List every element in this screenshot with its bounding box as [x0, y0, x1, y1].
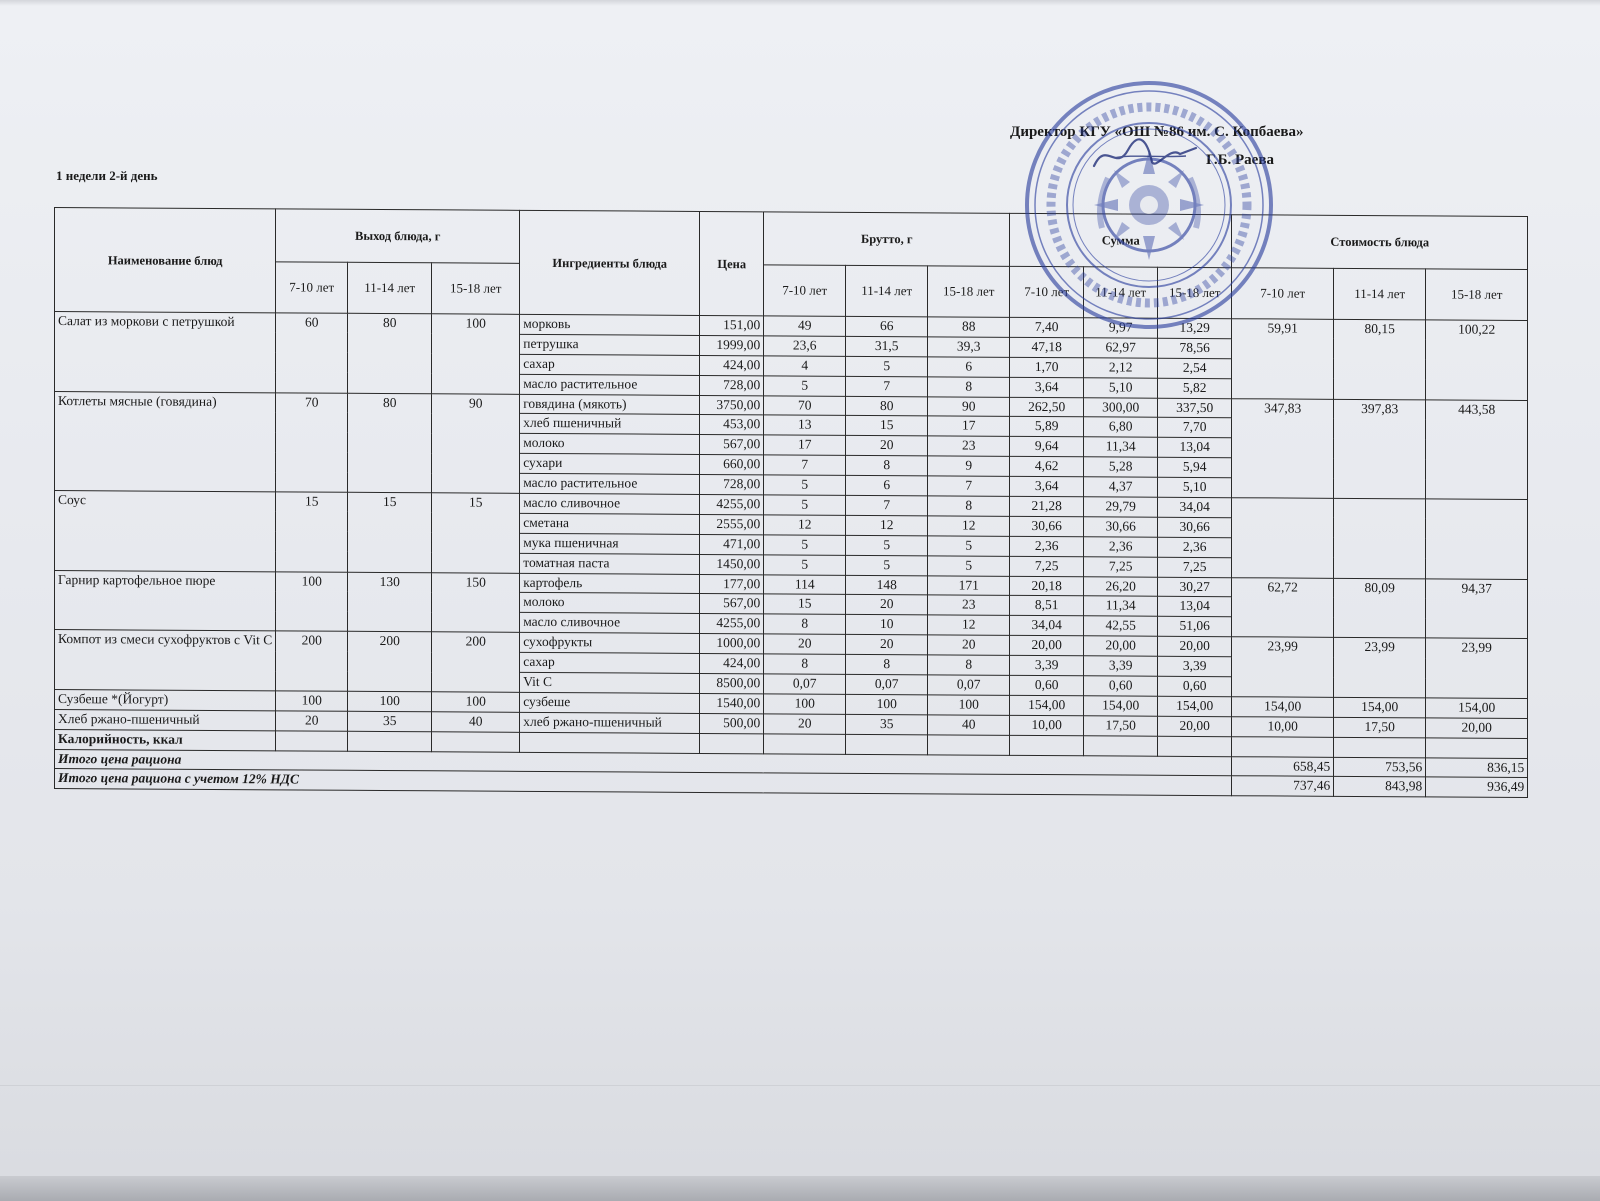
ingredient-price: 177,00 — [700, 574, 764, 594]
ingredient-sum: 0,60 — [1010, 675, 1084, 695]
dish-name: Сузбеше *(Йогурт) — [55, 689, 276, 710]
ingredient-sum: 20,00 — [1158, 716, 1232, 736]
ingredient-price: 2555,00 — [700, 514, 764, 534]
dish-cost: 80,15 — [1334, 319, 1426, 399]
ingredient-brutto: 20 — [846, 595, 928, 615]
ingredient-sum: 3,39 — [1084, 656, 1158, 676]
dish-cost: 443,58 — [1426, 399, 1528, 499]
ingredient-sum: 47,18 — [1010, 337, 1084, 357]
ingredient-brutto: 114 — [764, 574, 846, 594]
ingredient-name: хлеб ржано-пшеничный — [520, 712, 700, 733]
header-age-group: 7-10 лет — [1010, 266, 1084, 317]
ingredient-sum: 3,64 — [1010, 377, 1084, 397]
ingredient-sum: 154,00 — [1158, 696, 1232, 716]
ingredient-brutto: 8 — [764, 654, 846, 674]
header-dish: Наименование блюд — [55, 208, 276, 313]
dish-cost: 17,50 — [1334, 717, 1426, 737]
ingredient-sum: 26,20 — [1084, 576, 1158, 596]
dish-cost: 154,00 — [1334, 697, 1426, 717]
ingredient-brutto: 70 — [764, 395, 846, 415]
ingredient-price: 567,00 — [700, 594, 764, 614]
dish-cost: 397,83 — [1334, 399, 1426, 499]
ingredient-brutto: 0,07 — [928, 675, 1010, 695]
ingredient-sum: 20,18 — [1010, 576, 1084, 596]
dish-yield: 80 — [348, 393, 432, 493]
ingredient-price: 567,00 — [700, 435, 764, 455]
ingredient-brutto: 20 — [846, 436, 928, 456]
ingredient-sum: 300,00 — [1084, 397, 1158, 417]
ingredient-sum: 0,60 — [1158, 676, 1232, 696]
ingredient-sum: 11,34 — [1084, 437, 1158, 457]
total-value: 836,15 — [1426, 757, 1528, 778]
ingredient-brutto: 8 — [846, 654, 928, 674]
ingredient-brutto: 100 — [764, 694, 846, 714]
ingredient-price: 1000,00 — [700, 634, 764, 654]
dish-yield: 100 — [432, 692, 520, 712]
dish-yield: 200 — [348, 632, 432, 692]
ingredient-sum: 51,06 — [1158, 617, 1232, 637]
ingredient-brutto: 12 — [928, 615, 1010, 635]
ingredient-brutto: 12 — [928, 516, 1010, 536]
ingredient-sum: 7,25 — [1084, 556, 1158, 576]
ingredient-sum: 2,36 — [1158, 537, 1232, 557]
ingredient-brutto: 5 — [764, 475, 846, 495]
ingredient-sum: 20,00 — [1084, 636, 1158, 656]
dish-cost: 62,72 — [1232, 577, 1334, 637]
ingredient-name: масло растительное — [520, 473, 700, 494]
dish-yield: 100 — [348, 691, 432, 711]
ingredient-brutto: 5 — [846, 555, 928, 575]
day-title: 1 недели 2-й день — [56, 168, 158, 183]
dish-yield: 70 — [276, 392, 348, 492]
header-age-group: 7-10 лет — [276, 262, 348, 313]
header-age-group: 15-18 лет — [432, 263, 520, 315]
ingredient-sum: 154,00 — [1084, 696, 1158, 716]
ingredient-sum: 3,39 — [1010, 655, 1084, 675]
ingredient-sum: 7,40 — [1010, 317, 1084, 337]
dish-yield: 150 — [432, 572, 520, 632]
ingredient-name: Vit C — [520, 672, 700, 693]
total-value: 658,45 — [1232, 756, 1334, 777]
ingredient-brutto: 49 — [764, 316, 846, 336]
dish-cost: 23,99 — [1426, 638, 1528, 698]
total-vat-value: 936,49 — [1426, 777, 1528, 798]
ingredient-sum: 34,04 — [1010, 616, 1084, 636]
ingredient-sum: 29,79 — [1084, 497, 1158, 517]
ingredient-name: томатная паста — [520, 553, 700, 574]
ingredient-price: 728,00 — [700, 475, 764, 495]
ingredient-sum: 3,39 — [1158, 656, 1232, 676]
header-age-group: 15-18 лет — [1158, 267, 1232, 318]
ingredient-brutto: 100 — [928, 695, 1010, 715]
ingredient-sum: 78,56 — [1158, 338, 1232, 358]
total-vat-value: 737,46 — [1232, 776, 1334, 797]
dish-yield: 15 — [276, 492, 348, 572]
ingredient-brutto: 8 — [928, 377, 1010, 397]
ingredient-brutto: 23 — [928, 436, 1010, 456]
ingredient-sum: 30,66 — [1158, 517, 1232, 537]
header-row-1 — [55, 208, 1528, 270]
ingredient-brutto: 8 — [928, 655, 1010, 675]
dish-cost: 347,83 — [1232, 398, 1334, 498]
ingredient-price: 151,00 — [700, 315, 764, 335]
ingredient-brutto: 4 — [764, 356, 846, 376]
ingredient-brutto: 17 — [764, 435, 846, 455]
dish-yield: 15 — [348, 492, 432, 572]
header-age-group: 11-14 лет — [1334, 268, 1426, 320]
dish-cost — [1426, 499, 1528, 579]
ingredient-brutto: 5 — [764, 495, 846, 515]
ingredient-name: говядина (мякоть) — [520, 394, 700, 415]
ingredient-sum: 5,82 — [1158, 378, 1232, 398]
ingredient-brutto: 20 — [764, 634, 846, 654]
ingredient-brutto: 5 — [846, 535, 928, 555]
ingredient-price: 1999,00 — [700, 335, 764, 355]
ingredient-brutto: 20 — [928, 635, 1010, 655]
ingredient-brutto: 20 — [764, 714, 846, 734]
ingredient-brutto: 40 — [928, 715, 1010, 735]
header-age-group: 7-10 лет — [1232, 268, 1334, 320]
ingredient-name: картофель — [520, 573, 700, 594]
dish-yield: 90 — [432, 393, 520, 493]
ingredient-sum: 34,04 — [1158, 497, 1232, 517]
ingredient-name: хлеб пшеничный — [520, 414, 700, 435]
ingredient-sum: 20,00 — [1158, 636, 1232, 656]
ingredient-brutto: 100 — [846, 694, 928, 714]
header-age-group: 7-10 лет — [764, 265, 846, 317]
ingredient-sum: 10,00 — [1010, 715, 1084, 735]
dish-cost: 100,22 — [1426, 320, 1528, 400]
ingredient-brutto: 15 — [764, 594, 846, 614]
ingredient-sum: 62,97 — [1084, 338, 1158, 358]
ingredient-sum: 154,00 — [1010, 695, 1084, 715]
ingredient-sum: 6,80 — [1084, 417, 1158, 437]
header-sum: Сумма — [1010, 213, 1232, 267]
ingredient-name: масло сливочное — [520, 613, 700, 634]
ingredient-name: масло растительное — [520, 374, 700, 395]
ingredient-name: масло сливочное — [520, 493, 700, 514]
ingredient-brutto: 12 — [846, 515, 928, 535]
ingredient-sum: 42,55 — [1084, 616, 1158, 636]
header-age-group: 11-14 лет — [1084, 267, 1158, 318]
dish-cost: 154,00 — [1232, 697, 1334, 718]
ingredient-sum: 21,28 — [1010, 496, 1084, 516]
ingredient-brutto: 0,07 — [846, 674, 928, 694]
ingredient-sum: 2,12 — [1084, 358, 1158, 378]
ingredient-price: 8500,00 — [700, 673, 764, 693]
ingredient-sum: 5,10 — [1084, 377, 1158, 397]
header-yield: Выход блюда, г — [276, 209, 520, 263]
paper-top-edge — [0, 0, 1600, 6]
ingredient-brutto: 8 — [928, 496, 1010, 516]
dish-yield: 40 — [432, 712, 520, 732]
ingredient-brutto: 6 — [846, 475, 928, 495]
ingredient-sum: 30,66 — [1010, 516, 1084, 536]
dish-name: Соус — [55, 491, 276, 572]
ingredient-sum: 262,50 — [1010, 397, 1084, 417]
ingredient-price: 1540,00 — [700, 693, 764, 713]
ingredient-price: 453,00 — [700, 415, 764, 435]
dish-yield: 80 — [348, 313, 432, 393]
calories-label: Калорийность, ккал — [55, 729, 276, 750]
ingredient-sum: 4,62 — [1010, 457, 1084, 477]
ingredient-brutto: 5 — [846, 356, 928, 376]
ingredient-brutto: 31,5 — [846, 336, 928, 356]
ingredient-name: сузбеше — [520, 692, 700, 713]
ingredient-brutto: 5 — [928, 556, 1010, 576]
total-vat-label: Итого цена рациона с учетом 12% НДС — [55, 769, 1232, 796]
dish-yield: 200 — [432, 632, 520, 692]
header-age-group: 15-18 лет — [928, 266, 1010, 318]
dish-cost — [1232, 498, 1334, 578]
ingredient-brutto: 66 — [846, 316, 928, 336]
ingredient-sum: 5,89 — [1010, 417, 1084, 437]
header-age-group: 11-14 лет — [348, 262, 432, 314]
ingredient-price: 728,00 — [700, 375, 764, 395]
ingredient-name: морковь — [520, 314, 700, 335]
header-price: Цена — [700, 211, 764, 315]
director-line: Директор КГУ «ОШ №86 им. С. Копбаева» — [1010, 124, 1304, 140]
ingredient-brutto: 5 — [764, 376, 846, 396]
ingredient-name: сухари — [520, 454, 700, 475]
ingredient-price: 4255,00 — [700, 614, 764, 634]
ingredient-brutto: 39,3 — [928, 337, 1010, 357]
ingredient-sum: 7,70 — [1158, 418, 1232, 438]
ingredient-brutto: 9 — [928, 456, 1010, 476]
total-value: 753,56 — [1334, 757, 1426, 777]
header-age-group: 11-14 лет — [846, 265, 928, 317]
ingredient-sum: 17,50 — [1084, 716, 1158, 736]
ingredient-name: сметана — [520, 513, 700, 534]
ingredient-name: сахар — [520, 652, 700, 673]
ingredient-price: 424,00 — [700, 654, 764, 674]
ingredient-brutto: 5 — [928, 536, 1010, 556]
ingredient-sum: 5,28 — [1084, 457, 1158, 477]
ingredient-price: 471,00 — [700, 534, 764, 554]
ingredient-sum: 337,50 — [1158, 398, 1232, 418]
ingredient-sum: 2,36 — [1010, 536, 1084, 556]
dish-cost: 23,99 — [1334, 638, 1426, 698]
dish-name: Салат из моркови с петрушкой — [55, 312, 276, 393]
dish-cost: 10,00 — [1232, 717, 1334, 738]
ingredient-brutto: 13 — [764, 415, 846, 435]
ingredient-price: 1450,00 — [700, 554, 764, 574]
dish-cost — [1334, 498, 1426, 578]
ingredient-sum: 2,54 — [1158, 358, 1232, 378]
ingredient-sum: 9,97 — [1084, 318, 1158, 338]
ingredient-brutto: 10 — [846, 615, 928, 635]
ingredient-name: молоко — [520, 434, 700, 455]
ingredient-brutto: 5 — [764, 555, 846, 575]
header-age-group: 15-18 лет — [1426, 269, 1528, 321]
dish-cost: 80,09 — [1334, 578, 1426, 638]
ingredient-sum: 8,51 — [1010, 596, 1084, 616]
ingredient-brutto: 12 — [764, 515, 846, 535]
ingredient-price: 3750,00 — [700, 395, 764, 415]
ingredient-brutto: 8 — [764, 614, 846, 634]
ingredient-sum: 13,04 — [1158, 597, 1232, 617]
menu-table — [54, 207, 1528, 798]
ingredient-sum: 1,70 — [1010, 357, 1084, 377]
ingredient-brutto: 8 — [846, 456, 928, 476]
ingredient-brutto: 90 — [928, 396, 1010, 416]
ingredient-sum: 5,94 — [1158, 457, 1232, 477]
ingredient-brutto: 7 — [846, 376, 928, 396]
ingredient-brutto: 88 — [928, 317, 1010, 337]
ingredient-brutto: 171 — [928, 575, 1010, 595]
dish-cost: 20,00 — [1426, 718, 1528, 739]
ingredient-brutto: 80 — [846, 396, 928, 416]
ingredient-price: 4255,00 — [700, 494, 764, 514]
ingredient-sum: 13,04 — [1158, 438, 1232, 458]
ingredient-sum: 7,25 — [1010, 556, 1084, 576]
ingredient-brutto: 5 — [764, 535, 846, 555]
dish-yield: 100 — [276, 691, 348, 711]
ingredient-sum: 30,66 — [1084, 517, 1158, 537]
dish-yield: 130 — [348, 572, 432, 632]
ingredient-brutto: 7 — [928, 476, 1010, 496]
ingredient-brutto: 0,07 — [764, 674, 846, 694]
dish-yield: 35 — [348, 711, 432, 731]
total-label: Итого цена рациона — [55, 749, 1232, 776]
ingredient-sum: 13,29 — [1158, 318, 1232, 338]
ingredient-price: 500,00 — [700, 713, 764, 733]
ingredient-brutto: 23 — [928, 595, 1010, 615]
total-vat-value: 843,98 — [1334, 777, 1426, 797]
dish-yield: 100 — [276, 571, 348, 631]
header-brutto: Брутто, г — [764, 212, 1010, 267]
dish-cost: 154,00 — [1426, 698, 1528, 719]
ingredient-price: 660,00 — [700, 455, 764, 475]
dish-yield: 60 — [276, 313, 348, 393]
ingredient-sum: 2,36 — [1084, 537, 1158, 557]
ingredient-sum: 7,25 — [1158, 557, 1232, 577]
header-cost: Стоимость блюда — [1232, 215, 1528, 270]
dish-cost: 94,37 — [1426, 578, 1528, 638]
dish-yield: 20 — [276, 711, 348, 731]
ingredient-brutto: 7 — [764, 455, 846, 475]
ingredient-brutto: 20 — [846, 635, 928, 655]
paper-fold-line — [0, 1085, 1600, 1086]
ingredient-sum: 5,10 — [1158, 477, 1232, 497]
ingredient-sum: 30,27 — [1158, 577, 1232, 597]
header-row-2 — [55, 261, 1528, 321]
ingredient-sum: 0,60 — [1084, 676, 1158, 696]
ingredient-name: сахар — [520, 354, 700, 375]
ingredient-price: 424,00 — [700, 355, 764, 375]
ingredient-name: сухофрукты — [520, 633, 700, 654]
dish-yield: 100 — [432, 314, 520, 394]
ingredient-brutto: 17 — [928, 416, 1010, 436]
ingredient-brutto: 148 — [846, 575, 928, 595]
director-name: Г.Б. Раева — [1206, 152, 1274, 168]
header-ingredients: Ингредиенты блюда — [520, 210, 700, 315]
ingredient-brutto: 23,6 — [764, 336, 846, 356]
ingredient-sum: 11,34 — [1084, 596, 1158, 616]
ingredient-name: мука пшеничная — [520, 533, 700, 554]
ingredient-brutto: 15 — [846, 416, 928, 436]
ingredient-brutto: 6 — [928, 357, 1010, 377]
dish-cost: 59,91 — [1232, 319, 1334, 399]
ingredient-name: молоко — [520, 593, 700, 614]
dish-name: Котлеты мясные (говядина) — [55, 391, 276, 492]
ingredient-sum: 4,37 — [1084, 477, 1158, 497]
ingredient-name: петрушка — [520, 334, 700, 355]
dish-yield: 200 — [276, 631, 348, 691]
dish-name: Компот из смеси сухофруктов с Vit C — [55, 630, 276, 691]
menu-body — [55, 312, 1528, 739]
dish-name: Гарнир картофельное пюре — [55, 570, 276, 631]
ingredient-sum: 3,64 — [1010, 476, 1084, 496]
dish-name: Хлеб ржано-пшеничный — [55, 709, 276, 730]
ingredient-sum: 9,64 — [1010, 437, 1084, 457]
dish-yield: 15 — [432, 493, 520, 573]
ingredient-brutto: 7 — [846, 495, 928, 515]
dish-cost: 23,99 — [1232, 637, 1334, 697]
table-surface — [0, 1176, 1600, 1201]
ingredient-sum: 20,00 — [1010, 636, 1084, 656]
ingredient-brutto: 35 — [846, 714, 928, 734]
